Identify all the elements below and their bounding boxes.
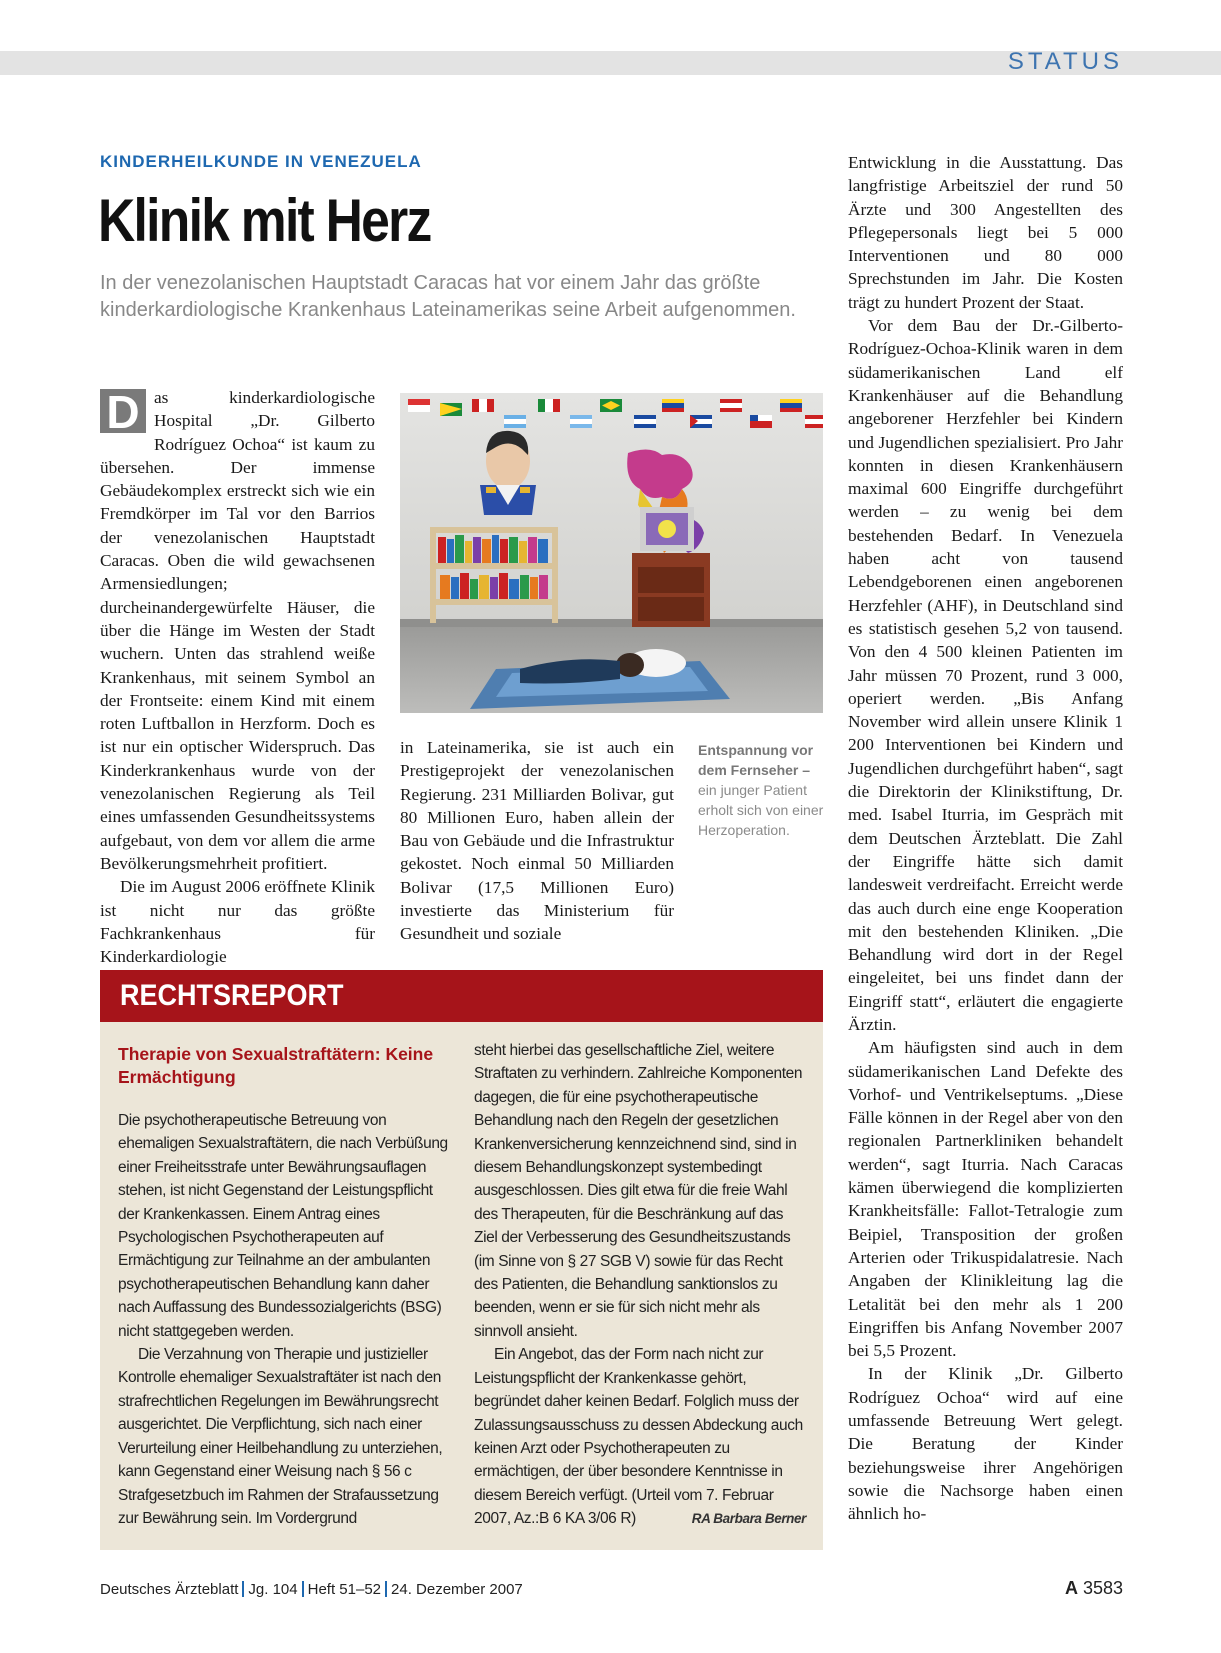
rechtsreport-header — [100, 970, 823, 1022]
journal-issue: Heft 51–52 — [307, 1581, 382, 1598]
article-kicker: KINDERHEILKUNDE IN VENEZUELA — [100, 152, 422, 171]
footer-separator — [385, 1581, 387, 1597]
article-paragraph: In der Klinik „Dr. Gilberto Rodríguez Ochoa“ wird auf eine umfassende Betreuung Wert gelegt. Die Beratung der Kinder beziehungsweise ihrer Angehörigen sowie die Nachsorge haben einen ähnlich ho- — [848, 1364, 1123, 1524]
photo-caption — [698, 740, 826, 840]
report-paragraph: Die Verzahnung von Therapie und justizieller Kontrolle ehemaliger Sexualstraftäter ist nach den strafrechtlichen Regelungen im Bewährungsrecht ausgerichtet. Die Verpflichtung, sich nach einer Verurteilung einer Heilbehandlung zu unterziehen, kann Gegenstand einer Weisung nach § 56 c Strafgesetzbuch im Rahmen der Strafaussetzung zur Bewährung sein. Im Vordergrund — [118, 1346, 443, 1527]
paragraph-text: as kinderkardiologische Hospital „Dr. Gilberto Rodríguez Ochoa“ ist kaum zu übersehen. Der immense Gebäudekomplex erstreckt sich wie ein Fremdkörper im Tal vor den Barrios der venezolanischen Hauptstadt Caracas. Oben die wild gewachsenen Armensiedlungen; durcheinandergewürfelte Häuser, die über die Hänge im Westen der Stadt wuchern. Unten das strahlend weiße Krankenhaus, mit seinem Symbol an der Frontseite: einem Kind mit einem roten Luftballon in Herzform. Doch es ist nur ein optischer Widerspruch. Das Kinderkrankenhaus wurde von der venezolanischen Regierung als Teil eines umfassenden Gesundheitssystems aufgebaut, von dem vor allem die arme Bevölkerungsmehrheit profitiert. — [100, 388, 375, 873]
article-lead: In der venezolanischen Hauptstadt Caracas hat vor einem Jahr das größte kinderkardiologische Krankenhaus Lateinamerikas seine Arbeit aufgenommen. — [100, 272, 796, 321]
dropcap: D — [100, 389, 146, 433]
footer-separator — [242, 1581, 244, 1597]
article-paragraph: Am häufigsten sind auch in dem südamerikanischen Land Defekte des Vorhof- und Ventrikelseptums. „Diese Fälle können in der Regel aber von den regionalen Partnerkliniken behandelt werden“, sagt Iturria. Nach Caracas kämen überwiegend die komplizierten Krankheitsfälle: Fallot-Tetralogie zum Beipiel, Transposition der großen Arterien oder Trikuspidalatresie. Nach Angaben der Klinikleitung lag die Letalität bei den mehr als 1 200 Eingriffen bis Anfang November 2007 bei 5,5 Prozent. — [848, 1038, 1123, 1361]
journal-name: Deutsches Ärzteblatt — [100, 1581, 239, 1598]
rechtsreport-column-2 — [474, 1039, 806, 1531]
article-photo — [400, 393, 823, 713]
page-number — [1065, 1578, 1123, 1599]
report-author: RA Barbara Berner — [691, 1511, 806, 1527]
article-column-2 — [400, 736, 674, 946]
article-column-3 — [848, 151, 1123, 1526]
rechtsreport-column-1 — [118, 1109, 448, 1530]
journal-date: 24. Dezember 2007 — [391, 1581, 523, 1598]
article-paragraph: Die im August 2006 eröffnete Klinik ist nicht nur das größte Fachkrankenhaus für Kinderkardiologie — [100, 877, 375, 967]
report-paragraph: Die psychotherapeutische Betreuung von ehemaligen Sexualstraftätern, die nach Verbüßung einer Freiheitsstrafe unter Bewährungsauflagen stehen, ist nicht Gegenstand der Leistungspflicht der Krankenkassen. Einem Antrag eines Psychologischen Psychotherapeuten auf Ermächtigung zur Teilnahme an der ambulanten psychotherapeutischen Behandlung kann daher nach Auffassung des Bundessozialgerichts (BSG) nicht stattgegeben werden. — [118, 1112, 448, 1340]
report-paragraph — [474, 1343, 806, 1530]
article-paragraph — [100, 386, 375, 875]
article-title: Klinik mit Herz — [98, 187, 431, 254]
caption-text: ein junger Patient erholt sich von einer Herzoperation. — [698, 782, 824, 838]
footer-separator — [302, 1581, 304, 1597]
article-paragraph: Vor dem Bau der Dr.-Gilberto-Rodríguez-Ochoa-Klinik waren in dem südamerikanischen Land elf Krankenhäuser auf die Behandlung angeborener Herzfehler bei Kindern und Jugendlichen spezialisiert. Pro Jahr konnten in diesen Krankenhäusern maximal 600 Eingriffe durchgeführt werden – zu wenig bei dem bestehenden Bedarf. In Venezuela haben acht von tausend Lebendgeborenen einen angeborenen Herzfehler (AHF), in Deutschland sind es statistisch gesehen 5,2 von tausend. Von den 4 500 kleinen Patienten im Jahr müssen 70 Prozent, rund 3 000, operiert werden. „Bis Anfang November wird allein unsere Klinik 1 200 Interventionen bei Kindern und Jugendlichen durchgeführt haben“, sagt die Direktorin der Klinikstiftung, Dr. med. Isabel Iturria, im Gespräch mit dem Deutschen Ärzteblatt. Die Zahl der Eingriffe hätte sich damit landesweit verdreifacht. Erreicht werde das auch durch eine enge Kooperation mit den bestehenden Kliniken. „Die Behandlung wird dort in der Regel eingeleitet, bei uns findet dann der Eingriff statt“, erläutert die engagierte Ärztin. — [848, 316, 1123, 1034]
page-prefix: A — [1064, 1578, 1078, 1598]
report-paragraph: steht hierbei das gesellschaftliche Ziel, weitere Straftaten zu verhindern. Zahlreiche Komponenten dagegen, die für eine psychotherapeutische Behandlung nach den Regeln der gesetzlichen Krankenversicherung kennzeichnend sind, sind in diesem Behandlungskonzept systembedingt ausgeschlossen. Dies gilt etwa für die freie Wahl des Therapeuten, für die Beschränkung auf das Ziel der Verbesserung des Gesundheitszustands (im Sinne von § 27 SGB V) sowie für das Recht des Patienten, die Behandlung sanktionslos zu beenden, wenn er sie für sich nicht mehr als sinnvoll ansieht. — [474, 1042, 803, 1340]
section-label: STATUS — [1007, 48, 1123, 75]
article-paragraph: in Lateinamerika, sie ist auch ein Prestigeprojekt der venezolanischen Regierung. 231 Milliarden Bolivar, gut 80 Millionen Euro, haben allein der Bau von Gebäude und die Infrastruktur gekostet. Noch einmal 50 Milliarden Bolivar (17,5 Millionen Euro) investierte das Ministerium für Gesundheit und soziale — [400, 738, 674, 944]
caption-title: Entspannung vor dem Fernseher – — [698, 742, 814, 778]
page-footer — [100, 1581, 523, 1598]
journal-volume: Jg. 104 — [248, 1581, 298, 1598]
hospital-playroom-image — [400, 393, 823, 713]
article-paragraph: Entwicklung in die Ausstattung. Das langfristige Arbeitsziel der rund 50 Ärzte und 300 Angestellten des Pflegepersonals liegt bei 5 000 Interventionen und 80 000 Sprechstunden im Jahr. Die Kosten trägt zu hundert Prozent der Staat. — [848, 153, 1123, 312]
page-number-value: 3583 — [1082, 1578, 1123, 1598]
article-column-1 — [100, 386, 375, 968]
paragraph-text: Ein Angebot, das der Form nach nicht zur Leistungspflicht der Krankenkasse gehört, begründet daher keinen Bedarf. Folglich muss der Zulassungsausschuss zu dessen Abdeckung auch keinen Arzt oder Psychotherapeuten zu ermächtigen, der über besondere Kenntnisse in diesem Bereich verfügt. (Urteil vom 7. Februar 2007, Az.:B 6 KA 3/06 R) — [474, 1346, 803, 1528]
rechtsreport-title: Therapie von Sexualstraftätern: Keine Ermächtigung — [118, 1044, 434, 1087]
rechtsreport-label: RECHTSREPORT — [120, 979, 344, 1012]
